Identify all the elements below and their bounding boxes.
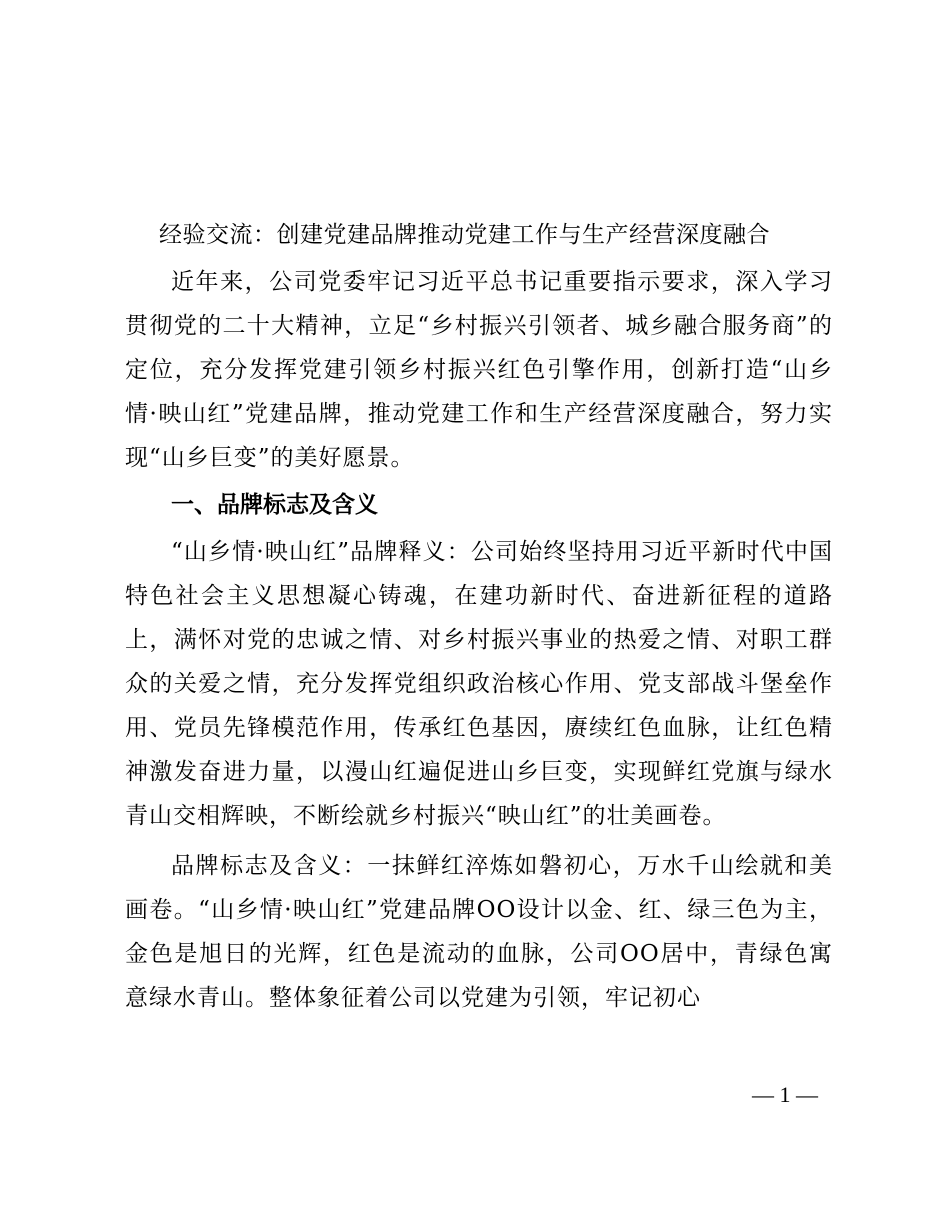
page-number: — 1 — — [752, 1082, 818, 1107]
section-heading: 一、品牌标志及含义 — [171, 492, 378, 518]
brand-logo-paragraph: 品牌标志及含义：一抹鲜红淬炼如磐初心，万水千山绘就和美画卷。“山乡情·映山红”党建品牌OO设计以金、红、绿三色为主，金色是旭日的光辉，红色是流动的血脉，公司OO居中，青绿色寓意绿水青山。整体象征着公司以党建为引领，牢记初心 — [125, 853, 833, 1011]
intro-paragraph: 近年来，公司党委牢记习近平总书记重要指示要求，深入学习贯彻党的二十大精神，立足“乡村振兴引领者、城乡融合服务商”的定位，充分发挥党建引领乡村振兴红色引擎作用，创新打造“山乡情·映山红”党建品牌，推动党建工作和生产经营深度融合，努力实现“山乡巨变”的美好愿景。 — [125, 269, 833, 471]
document-body — [125, 213, 833, 1020]
brand-meaning-paragraph: “山乡情·映山红”品牌释义：公司始终坚持用习近平新时代中国特色社会主义思想凝心铸魂，在建功新时代、奋进新征程的道路上，满怀对党的忠诚之情、对乡村振兴事业的热爱之情、对职工群众的关爱之情，充分发挥党组织政治核心作用、党支部战斗堡垒作用、党员先锋模范作用，传承红色基因，赓续红色血脉，让红色精神激发奋进力量，以漫山红遍促进山乡巨变，实现鲜红党旗与绿水青山交相辉映，不断绘就乡村振兴“映山红”的壮美画卷。 — [125, 539, 833, 829]
document-title: 经验交流：创建党建品牌推动党建工作与生产经营深度融合 — [159, 222, 770, 248]
